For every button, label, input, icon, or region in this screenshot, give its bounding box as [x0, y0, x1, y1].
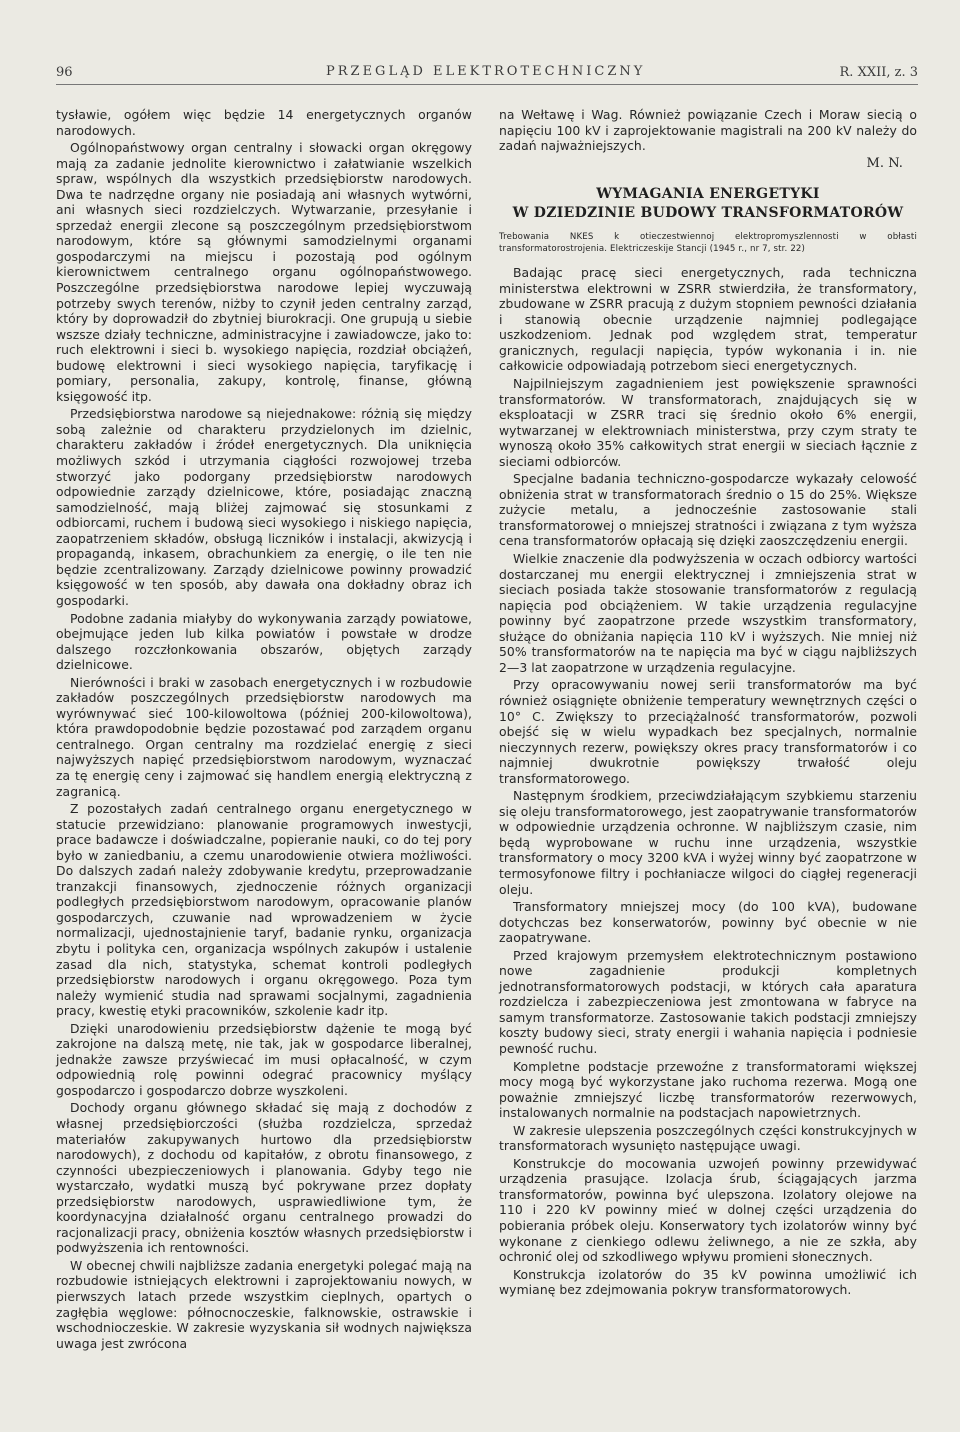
paragraph: Ogólnopaństwowy organ centralny i słowacki organ okręgowy mają za zadanie jednolite kierownictwo i załatwianie wszelkich spraw, wspólnych dla wszystkich przedsiębiorstw narodowych. Dwa te nadrzędne organy nie posiadają ani własnych wytwórni, ani własnych sieci rozdzielczych. Wytwarzanie, przesyłanie i sprzedaż energii zlecone są poszczególnym przedsiębiorstwom narodowym, które są głównymi samodzielnymi organami gospodarczymi na miejscu i pozostają pod ogólnym kierownictwem centralnego organu ogólnopaństwowego. Poszczególne przedsiębiorstwa narodowe lepiej wyczuwają potrzeby swych terenów, niżby to czynił jeden centralny zarząd, który by doprowadził do zbytniej biurokracji. One grupują u siebie wszsze działy techniczne, administracyjne i zawiadowcze, jako to: ruch elektrowni i sieci b. wysokiego napięcia, rozdział obciążeń, budowę elektrowni i sieci wysokiego napięcia, taryfikację i pomiary, personalia, zakupy, kontrolę, finanse, główną księgowość itp. — [56, 140, 472, 404]
paragraph: Następnym środkiem, przeciwdziałającym szybkiemu starzeniu się oleju transformatorowego, jest zaopatrywanie transformatorów w odpowiednie urządzenia ochronne. W najbliższym czasie, nim będą wyprobowane w ruchu inne urządzenia, wszystkie transformatory o mocy 3200 kVA i wyżej winny być zaopatrzone w termosyfonowe filtry i pochłaniacze wilgoci do ciągłej regeneracji oleju. — [499, 788, 917, 897]
paragraph: Specjalne badania techniczno-gospodarcze wykazały celowość obniżenia strat w transformatorach średnio o 15 do 25%. Większe zużycie metalu, a jednocześnie zastosowanie stali transformatorowej o mniejszej stratności i związana z tym wyższa cena transformatorów opłacają się dzięki zaoszczędzeniu energii. — [499, 471, 917, 549]
author-signature: M. N. — [866, 155, 903, 171]
paragraph: na Wełtawę i Wag. Również powiązanie Czech i Moraw siecią o napięciu 100 kV i zaprojektowanie magistrali na 200 kV należy do zadań najważniejszych. — [499, 107, 917, 154]
paragraph: Przedsiębiorstwa narodowe są niejednakowe: różnią się między sobą zależnie od charakteru przydzielonych im dzielnic, charakteru zakładów i źródeł energetycznych. Dla uniknięcia możliwych szkód i utrzymania ciągłości rozwojowej trzeba stworzyć jako podorgany przedsiębiorstw narodowych odpowiednie zarządy dzielnicowe, które, posiadając znaczną samodzielność, mają bliżej zajmować się stosunkami z odbiorcami, ruchem i budową sieci wysokiego i niskiego napięcia, zaopatrzeniem składów, obsługą liczników i instalacji, akwizycją i propagandą, inkasem, obrachunkiem za energię, o ile ten nie będzie zcentralizowany. Zarządy dzielnicowe powinny prowadzić księgowość w ten sposób, aby dawała ona dokładny obraz ich gospodarki. — [56, 406, 472, 608]
paragraph: Wielkie znaczenie dla podwyższenia w oczach odbiorcy wartości dostarczanej mu energii elektrycznej i zmniejszenia strat w sieciach posiada także stosowanie transformatorów z regulacją napięcia pod obciążeniem. W takie urządzenia regulacyjne powinny być zaopatrzone przede wszystkim transformatory, służące do obniżania napięcia 110 kV i wyższych. Nie mniej niż 50% transformatorów na te napięcia ma być w ciągu najbliższych 2—3 lat zaopatrzone w urządzenia regulacyjne. — [499, 551, 917, 675]
article-title-line-1: WYMAGANIA ENERGETYKI — [596, 186, 820, 203]
article-title — [499, 185, 917, 223]
page-number: 96 — [56, 65, 73, 80]
source-citation: Trebowania NKES k otieczestwiennoj elektropromyszlennosti w obłasti transformatorostrojenia. Elektriczeskije Stancji (1945 r., nr 7, str. 22) — [499, 232, 917, 255]
paragraph: Przed krajowym przemysłem elektrotechnicznym postawiono nowe zagadnienie produkcji kompletnych jednotransformatorowych podstacji, w których cała aparatura rozdzielcza i zabezpieczeniowa jest zmontowana w fabryce na samym transformatorze. Zastosowanie takich podstacji zmniejszy koszty budowy sieci, straty energii i wahania napięcia i podniesie pewność ruchu. — [499, 947, 917, 1056]
left-column — [56, 107, 472, 1351]
paragraph: Dochody organu głównego składać się mają z dochodów z własnej przedsiębiorczości (służba rozdzielcza, sprzedaż materiałów zakupywanych hurtowo dla przedsiębiorstw narodowych), z dochodu od kapitałów, z obrotu finansowego, z czynności ubezpieczeniowych i planowania. Gdyby tego nie wystarczało, wydatki muszą być pokrywane przez dopłaty przedsiębiorstw narodowych, usprawiedliwione tym, że koordynacyjna działalność organu centralnego prowadzi do racjonalizacji pracy, obniżenia kosztów własnych przedsiębiorstw i podwyższenia ich rentowności. — [56, 1100, 472, 1256]
paragraph: Najpilniejszym zagadnieniem jest powiększenie sprawności transformatorów. W transformatorach, znajdujących się w eksploatacji w ZSRR traci się średnio około 6% energii, wytwarzanej w elektrowniach ministerstwa, przy czym straty te wynoszą około 35% całkowitych strat energii w sieciach łącznie z sieciami odbiorców. — [499, 376, 917, 469]
paragraph: Transformatory mniejszej mocy (do 100 kVA), budowane dotychczas bez konserwatorów, powinny być obecnie w nie zaopatrywane. — [499, 899, 917, 946]
paragraph: Badając pracę sieci energetycznych, rada techniczna ministerstwa elektrowni w ZSRR stwierdziła, że transformatory, zbudowane w ZSRR pracują z dużym stopniem pewności działania i stanowią obecnie urządzenie najmniej podlegające uszkodzeniom. Jednak pod względem strat, temperatur granicznych, regulacji napięcia, typów wykonania i in. nie całkowicie odpowiadają potrzebom sieci energetycznych. — [499, 265, 917, 374]
paragraph: Przy opracowywaniu nowej serii transformatorów ma być również osiągnięte obniżenie temperatury wewnętrznych części o 10° C. Zwiększy to przeciążalność transformatorów, pozwoli obejść się w wielu wypadkach bez specjalnych, normalnie nieczynnych rezerw, powiększy okres pracy transformatorów i co najmniej dwukrotnie powiększy trwałość oleju transformatorowego. — [499, 677, 917, 786]
paragraph: Kompletne podstacje przewoźne z transformatorami większej mocy mogą być wykorzystane jako ruchoma rezerwa. Mogą one poważnie zmniejszyć liczbę transformatorów rezerwowych, instalowanych normalnie na podstacjach napowietrznych. — [499, 1058, 917, 1121]
paragraph: tysławie, ogółem więc będzie 14 energetycznych organów narodowych. — [56, 107, 472, 138]
paragraph: Nierówności i braki w zasobach energetycznych i w rozbudowie zakładów poszczególnych przedsiębiorstw narodowych ma wyrównywać sieć 100-kilowoltowa (później 200-kilowoltowa), która prawdopodobnie będzie pozostawać pod zarządem organu centralnego. Organ centralny ma rozdzielać energię z sieci najwyższych napięć przedsiębiorstwom narodowym, wyznaczać za tę energię ceny i zajmować się handlem energią elektryczną z zagranicą. — [56, 674, 472, 799]
paragraph: Z pozostałych zadań centralnego organu energetycznego w statucie przewidziano: planowanie programowych inwestycji, prace badawcze i doświadczalne, popieranie nauki, co do tej pory było w zaniedbaniu, a czemu unarodowienie otwiera możliwości. Do dalszych zadań należy zdobywanie kredytu, przeprowadzanie tranzakcji finansowych, zjednoczenie różnych organizacji podległych przedsiębiorstwom narodowym, opracowanie planów gospodarczych, czuwanie nad wprowadzeniem w życie normalizacji, ujednostajnienie taryf, badanie rynku, organizacja zbytu i polityka cen, organizacja wspólnych zakupów i ustalenie zasad dla nich, statystyka, schemat kontroli podległych przedsiębiorstw narodowych i organu okręgowego. Poza tym należy wymienić studia nad sprawami socjalnymi, zagadnienia pracy, kwestię etyki pracowników, szkolenie kadr itp. — [56, 801, 472, 1019]
issue-label: R. XXII, z. 3 — [839, 65, 918, 80]
paragraph: W obecnej chwili najbliższe zadania energetyki polegać mają na rozbudowie istniejących elektrowni i zaprojektowaniu nowych, w pierwszych latach przede wszystkim cieplnych, opartych o zagłębia węglowe: północnoczeskie, falknowskie, ostrawskie i wschodnioczeskie. W zakresie wyzyskania sił wodnych największa uwaga jest zwrócona — [56, 1257, 472, 1351]
paragraph: Konstrukcja izolatorów do 35 kV powinna umożliwić ich wymianę bez zdejmowania pokryw transformatorowych. — [499, 1266, 917, 1298]
journal-title: PRZEGLĄD ELEKTROTECHNICZNY — [326, 64, 646, 79]
paragraph: Podobne zadania miałyby do wykonywania zarządy powiatowe, obejmujące jeden lub kilka powiatów i powstałe w drodze dalszego rozczłonkowania obszarów, objętych zarządy dzielnicowe. — [56, 610, 472, 673]
article-title-line-2: W DZIEDZINIE BUDOWY TRANSFORMATORÓW — [512, 205, 904, 222]
right-column — [499, 107, 917, 1298]
paragraph: W zakresie ulepszenia poszczególnych części konstrukcyjnych w transformatorach wysunięto następujące uwagi. — [499, 1122, 917, 1154]
paragraph: Konstrukcje do mocowania uzwojeń powinny przewidywać urządzenia prasujące. Izolacja śrub, ściągających jarzma transformatorów, powinna być ulepszona. Izolatory olejowe na 110 i 220 kV powinny mieć w dolnej części urządzenia do pobierania próbek oleju. Konserwatory tych izolatorów winny być wykonane z cienkiego odlewu żeliwnego, a nie ze szkła, aby ochronić olej od szkodliwego wpływu promieni słonecznych. — [499, 1155, 917, 1265]
paragraph: Dzięki unarodowieniu przedsiębiorstw dążenie te mogą być zakrojone na dalszą metę, nie tak, jak w gospodarce liberalnej, jednakże zawsze przyświecać im musi opłacalność, w czym odpowiednią rolę powinni odegrać pracownicy myślący gospodarczo i gospodarczo dobrze wyszkoleni. — [56, 1020, 472, 1098]
running-header — [56, 62, 918, 85]
